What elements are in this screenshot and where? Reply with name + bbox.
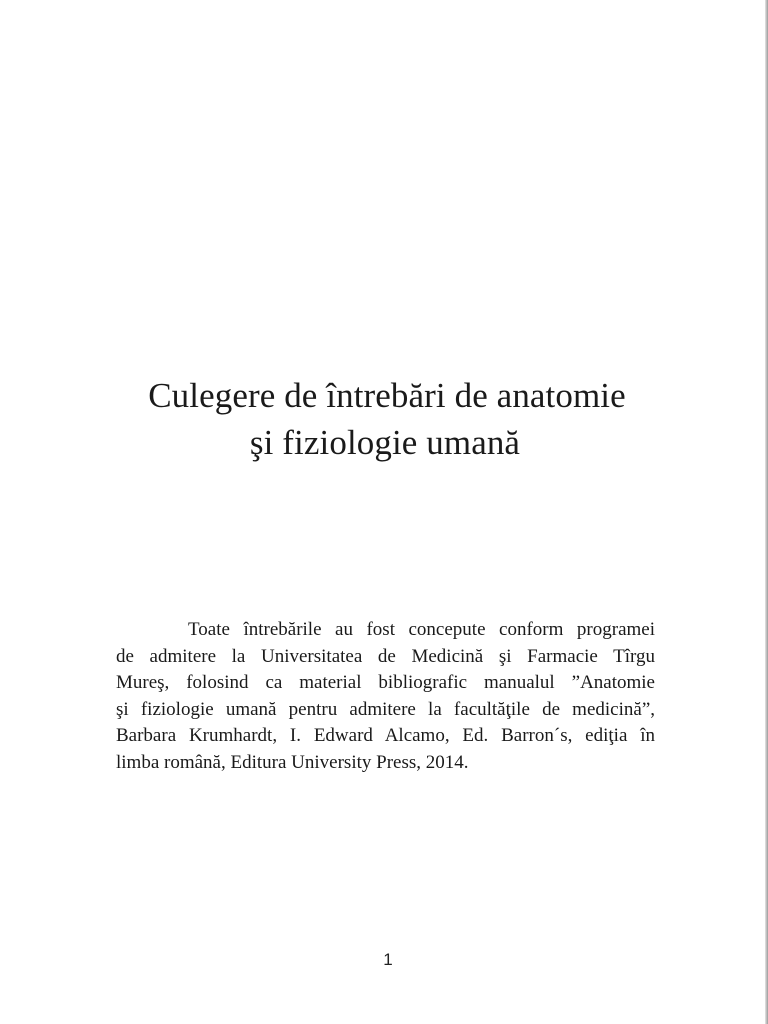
title-line-1: Culegere de întrebări de anatomie — [148, 376, 626, 415]
page-title — [0, 372, 768, 466]
paragraph-line: şi fiziologie umană pentru admitere la facultăţile de medicină”, — [116, 698, 655, 720]
paragraph-line: Toate întrebările au fost concepute conform programei — [188, 619, 655, 640]
paragraph-line: Barbara Krumhardt, I. Edward Alcamo, Ed. Barron´s, ediţia în — [116, 725, 655, 746]
intro-paragraph — [116, 617, 655, 776]
title-line-2: şi fiziologie umană — [249, 423, 521, 462]
paragraph-line: de admitere la Universitatea de Medicină şi Farmacie Tîrgu — [116, 645, 655, 667]
paragraph-line: limba română, Editura University Press, 2014. — [116, 751, 469, 773]
page-number: 1 — [383, 950, 393, 969]
paragraph-line: Mureş, folosind ca material bibliografic manualul ”Anatomie — [116, 672, 655, 693]
